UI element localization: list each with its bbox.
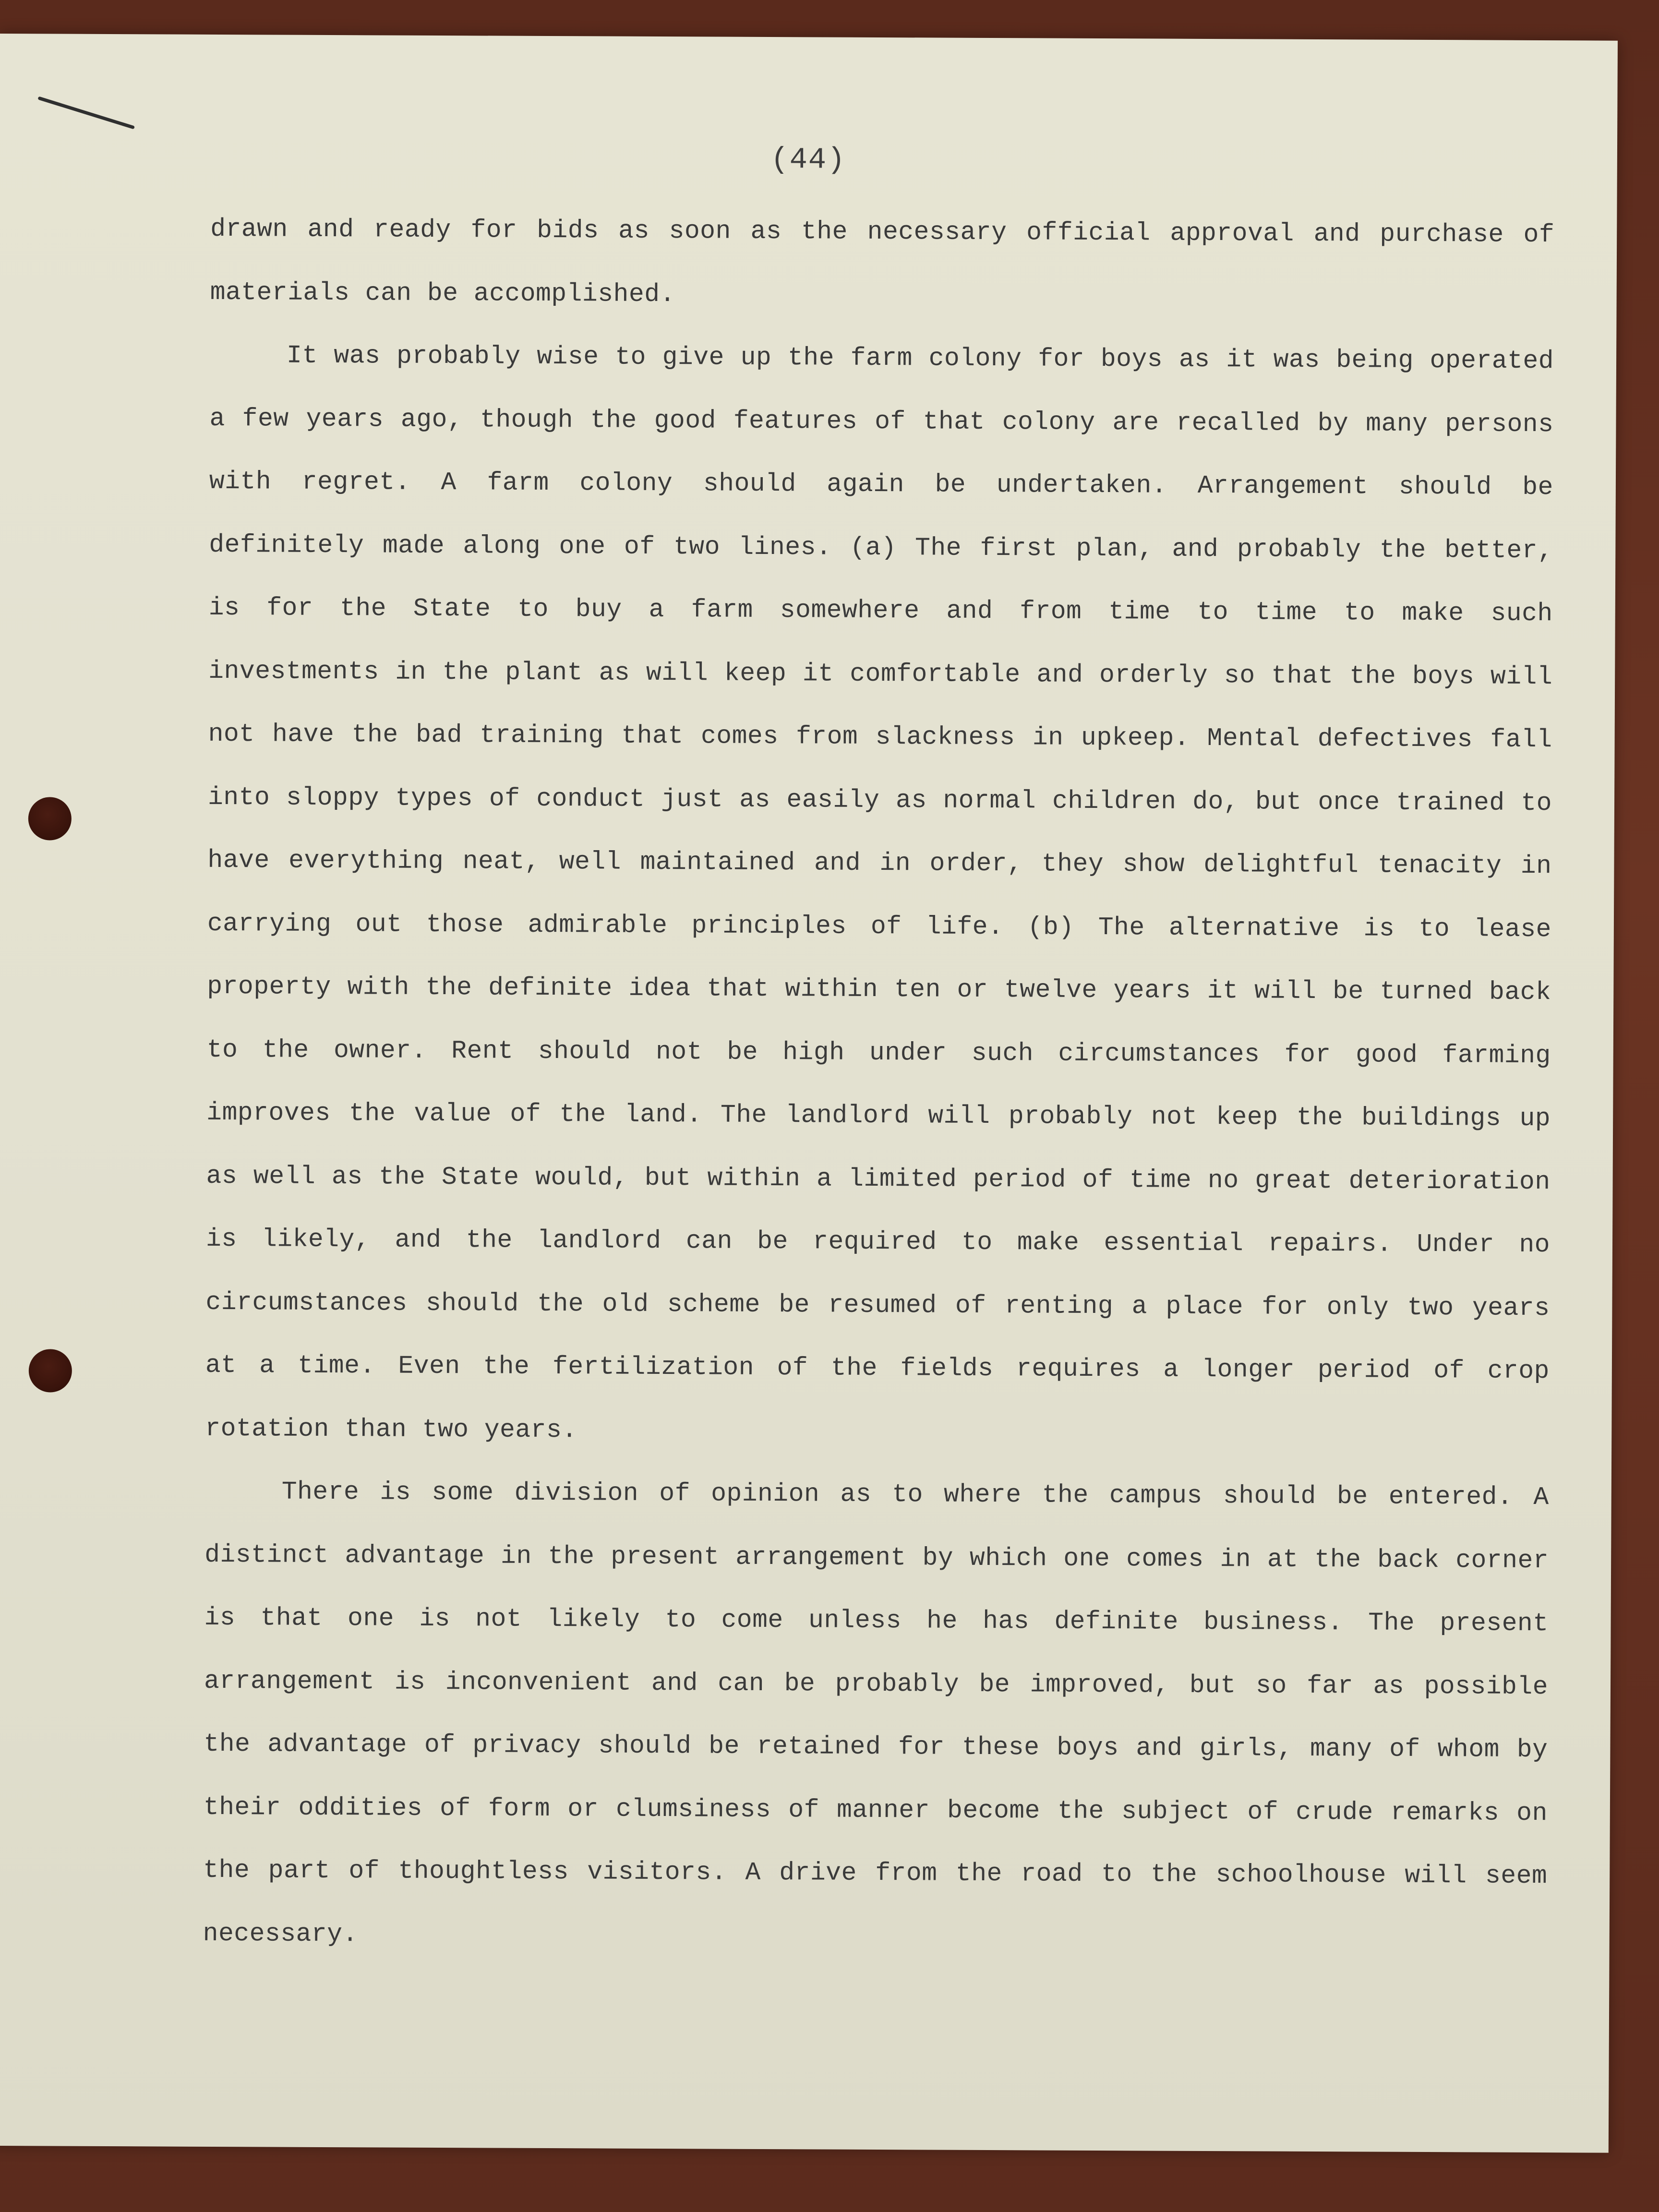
page-number: (44)	[770, 143, 846, 177]
document-body	[203, 198, 1554, 1971]
paragraph-continuation: drawn and ready for bids as soon as the necessary official approval and purchase of materials can be accomplished.	[210, 214, 1555, 309]
typewritten-page	[0, 34, 1618, 2153]
punch-hole-bottom	[29, 1349, 72, 1392]
paragraph-campus-entrance: There is some division of opinion as to where the campus should be entered. A distinct advantage in the present arrangement by which one comes in at the back corner is that one is not likely to come unless he has definite business. The present arrangement is inconvenient and can be probably be improved, but so far as possible the advantage of privacy should be retained for these boys and girls, many of whom by their oddities of form or clumsiness of manner become the subject of crude remarks on the part of thoughtless visitors. A drive from the road to the schoolhouse will seem necessary.	[203, 1477, 1549, 1948]
punch-hole-top	[28, 797, 72, 840]
pen-mark	[37, 96, 135, 130]
paragraph-farm-colony: It was probably wise to give up the farm colony for boys as it was being operated a few years ago, though the good features of that colony are recalled by many persons with regret. A farm colony should again be undertaken. Arrangement should be definitely made along one of two lines. (a) The first plan, and probably the better, is for the State to buy a farm somewhere and from time to time to make such investments in the plant as will keep it comfortable and orderly so that the boys will not have the bad training that comes from slackness in upkeep. Mental defectives fall into sloppy types of conduct just as easily as normal children do, but once trained to have everything neat, well maintained and in order, they show delightful tenacity in carrying out those admirable principles of life. (b) The alternative is to lease property with the definite idea that within ten or twelve years it will be turned back to the owner. Rent should not be high under such circumstances for good farming improves the value of the land. The landlord will probably not keep the buildings up as well as the State would, but within a limited period of time no great deterioration is likely, and the landlord can be required to make essential repairs. Under no circumstances should the old scheme be resumed of renting a place for only two years at a time. Even the fertilization of the fields requires a longer period of crop rotation than two years.	[205, 341, 1554, 1444]
